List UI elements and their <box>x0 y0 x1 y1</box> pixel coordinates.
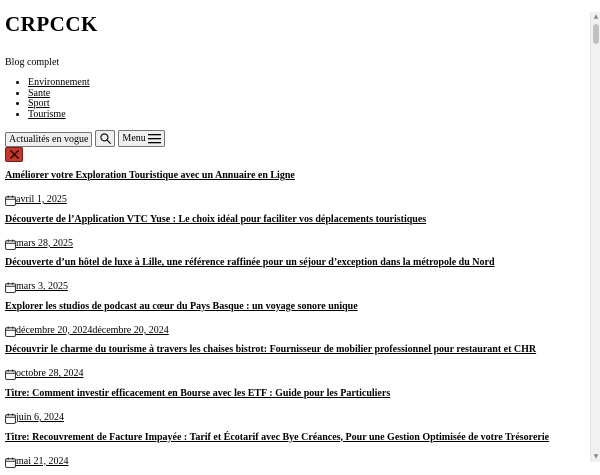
page <box>0 12 593 475</box>
trending-button-label: Actualités en vogue <box>9 134 89 145</box>
nav-link-tourisme[interactable]: Tourisme <box>28 108 66 120</box>
post-meta <box>5 368 588 380</box>
nav-item-environnement <box>28 78 588 89</box>
site-title[interactable]: CRPCCK <box>5 12 98 36</box>
vertical-scrollbar[interactable] <box>590 12 600 462</box>
post-item <box>5 257 588 301</box>
scroll-down-arrow-icon[interactable]: ▼ <box>593 453 599 460</box>
post-date[interactable]: décembre 20, 2024décembre 20, 2024 <box>16 324 169 336</box>
post-meta <box>5 194 588 206</box>
post-title[interactable]: Améliorer votre Exploration Touristique avec un Annuaire en Ligne <box>5 170 295 181</box>
post-title[interactable]: Découverte de l’Application VTC Yuse : Le choix idéal pour faciliter vos déplacements touristiques <box>5 213 427 225</box>
nav-link-sante[interactable]: Sante <box>28 87 51 99</box>
post-date[interactable]: octobre 28, 2024 <box>16 368 84 380</box>
nav-item-sante <box>28 89 588 100</box>
trending-button[interactable] <box>5 132 92 147</box>
post-item <box>5 432 588 475</box>
post-item <box>5 170 588 214</box>
nav-item-tourisme <box>28 110 588 121</box>
calendar-icon <box>5 326 16 337</box>
post-date[interactable]: mars 28, 2025 <box>16 237 73 249</box>
post-list <box>5 170 588 475</box>
calendar-icon <box>5 457 16 468</box>
hamburger-icon <box>148 133 161 144</box>
post-title[interactable]: Découvrir le charme du tourisme à travers les chaises bistrot: Fournisseur de mobilier professionnel pour restaurant et CHR <box>5 344 537 356</box>
menu-button-label: Menu <box>122 133 146 144</box>
post-title[interactable]: Titre: Recouvrement de Facture Impayée : Tarif et Écotarif avec Bye Créances, Pour une Gestion Optimisée de votre Trésorerie <box>5 431 550 443</box>
menu-button[interactable] <box>118 130 164 147</box>
scrollbar-thumb[interactable] <box>593 24 599 44</box>
post-meta <box>5 325 588 337</box>
nav-item-sport <box>28 99 588 110</box>
post-meta <box>5 456 588 468</box>
close-icon <box>9 149 20 160</box>
close-row <box>5 147 588 163</box>
post-title[interactable]: Titre: Comment investir efficacement en Bourse avec les ETF : Guide pour les Particuliers <box>5 387 391 399</box>
search-icon <box>99 132 112 145</box>
scroll-up-arrow-icon[interactable]: ▲ <box>593 13 599 20</box>
calendar-icon <box>5 369 16 380</box>
nav-link-sport[interactable]: Sport <box>28 98 50 109</box>
post-title[interactable]: Découverte d’un hôtel de luxe à Lille, une référence raffinée pour un séjour d’exception dans la métropole du Nord <box>5 257 495 269</box>
post-item <box>5 344 588 388</box>
nav-link-environnement[interactable]: Environnement <box>28 77 90 88</box>
post-item <box>5 388 588 432</box>
calendar-icon <box>5 239 16 250</box>
post-item <box>5 301 588 345</box>
post-meta <box>5 238 588 250</box>
post-date[interactable]: juin 6, 2024 <box>16 411 65 423</box>
close-button[interactable] <box>5 147 23 162</box>
post-meta <box>5 281 588 293</box>
site-tagline: Blog complet <box>5 57 60 68</box>
header-toolbar <box>5 130 588 147</box>
post-date[interactable]: avril 1, 2025 <box>16 194 67 205</box>
post-title[interactable]: Explorer les studios de podcast au cœur du Pays Basque : un voyage sonore unique <box>5 300 358 312</box>
post-date[interactable]: mai 21, 2024 <box>16 455 69 467</box>
calendar-icon <box>5 195 16 206</box>
search-button[interactable] <box>95 130 115 147</box>
post-meta <box>5 412 588 424</box>
calendar-icon <box>5 413 16 424</box>
post-date[interactable]: mars 3, 2025 <box>16 281 68 293</box>
primary-nav <box>5 78 588 120</box>
post-item <box>5 214 588 258</box>
calendar-icon <box>5 282 16 293</box>
